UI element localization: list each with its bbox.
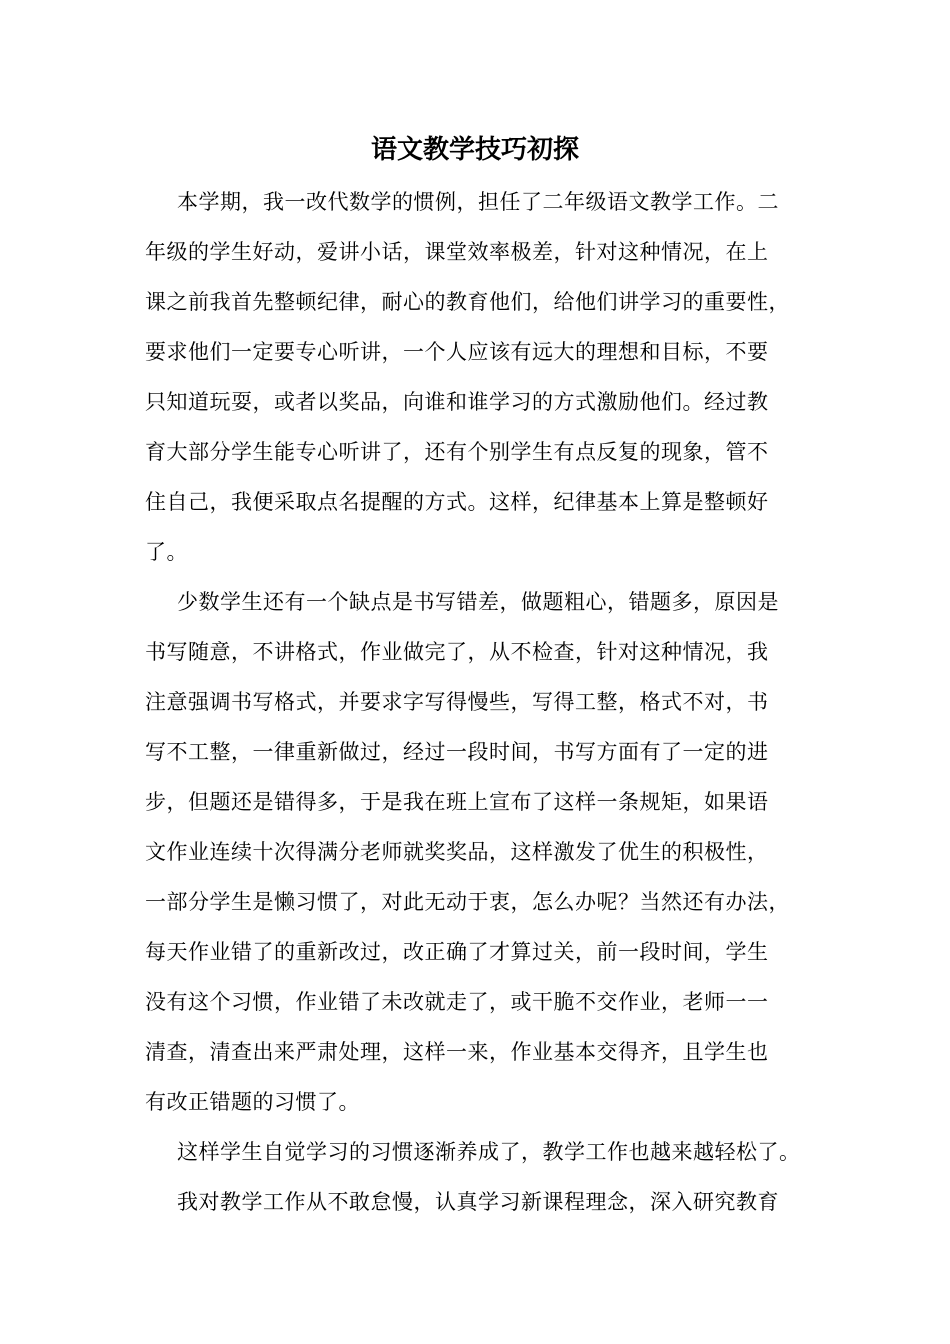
paragraph-line: 要求他们一定要专心听讲，一个人应该有远大的理想和目标，不要 [145, 340, 769, 364]
paragraph-line: 年级的学生好动，爱讲小话，课堂效率极差，针对这种情况，在上 [145, 240, 769, 264]
paragraph-line: 书写随意，不讲格式，作业做完了，从不检查，针对这种情况，我 [145, 640, 769, 664]
paragraph-line: 没有这个习惯，作业错了未改就走了，或干脆不交作业，老师一一 [145, 990, 769, 1014]
paragraph-line: 每天作业错了的重新改过，改正确了才算过关，前一段时间，学生 [145, 940, 769, 964]
paragraph-line: 清查，清查出来严肃处理，这样一来，作业基本交得齐，且学生也 [145, 1040, 769, 1064]
paragraph-line: 步，但题还是错得多，于是我在班上宣布了这样一条规矩，如果语 [145, 790, 769, 814]
document-title: 语文教学技巧初探 [370, 135, 579, 165]
paragraph-line: 一部分学生是懒习惯了，对此无动于衷，怎么办呢？当然还有办法， [145, 890, 790, 914]
paragraph-line: 本学期，我一改代数学的惯例，担任了二年级语文教学工作。二 [177, 190, 779, 214]
paragraph-line: 了。 [145, 540, 188, 564]
paragraph-line: 我对教学工作从不敢怠慢，认真学习新课程理念，深入研究教育 [177, 1190, 779, 1214]
paragraph-line: 住自己，我便采取点名提醒的方式。这样，纪律基本上算是整顿好 [145, 490, 769, 514]
paragraph-line: 文作业连续十次得满分老师就奖奖品，这样激发了优生的积极性， [145, 840, 769, 864]
paragraph-line: 这样学生自觉学习的习惯逐渐养成了，教学工作也越来越轻松了。 [177, 1140, 801, 1164]
paragraph-line: 有改正错题的习惯了。 [145, 1090, 360, 1114]
paragraph-line: 课之前我首先整顿纪律，耐心的教育他们，给他们讲学习的重要性， [145, 290, 790, 314]
paragraph-line: 只知道玩耍，或者以奖品，向谁和谁学习的方式激励他们。经过教 [145, 390, 769, 414]
paragraph-line: 育大部分学生能专心听讲了，还有个别学生有点反复的现象，管不 [145, 440, 769, 464]
paragraph-line: 少数学生还有一个缺点是书写错差，做题粗心，错题多，原因是 [177, 590, 779, 614]
document-body [145, 177, 835, 1227]
paragraph-line: 写不工整，一律重新做过，经过一段时间，书写方面有了一定的进 [145, 740, 769, 764]
paragraph-line: 注意强调书写格式，并要求字写得慢些，写得工整，格式不对，书 [145, 690, 769, 714]
